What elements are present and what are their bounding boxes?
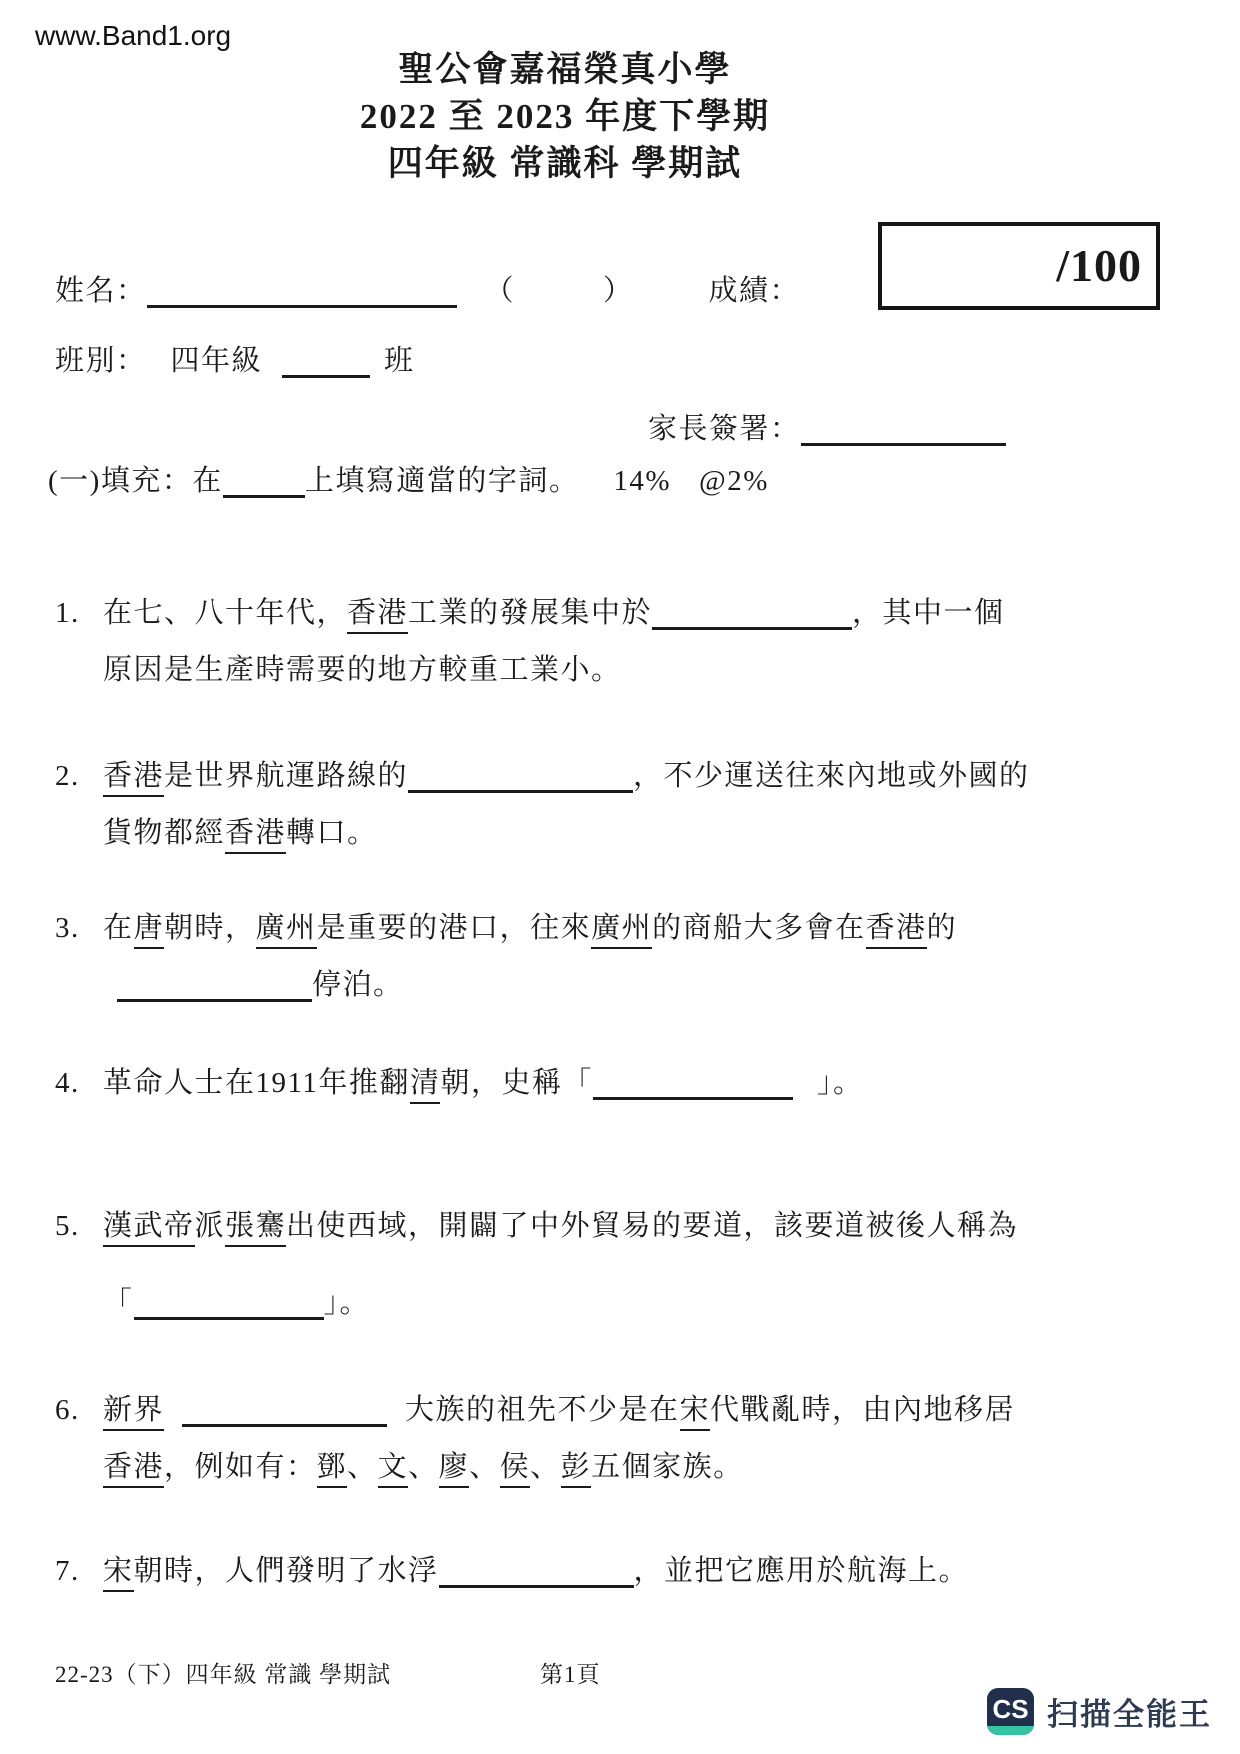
text-segment: 、 (530, 1451, 561, 1483)
text-segment: 班 (384, 345, 415, 377)
question-number: 7. (55, 1555, 80, 1587)
text-segment: 家長簽署： (648, 413, 801, 445)
text-segment: 四年級 (170, 345, 263, 377)
text-segment: 」。 (323, 1287, 371, 1319)
text-segment: 姓名： (55, 275, 147, 307)
question-text-line (103, 748, 1195, 805)
proper-noun-underlined: 香港 (347, 597, 408, 634)
question-text-line (103, 642, 1195, 699)
proper-noun-underlined: 文 (378, 1451, 409, 1488)
fill-in-blank (282, 345, 370, 378)
page-footer (55, 1658, 1185, 1692)
text-segment: 、 (408, 1451, 439, 1483)
proper-noun-underlined: 侯 (500, 1451, 531, 1488)
spacer (147, 369, 171, 370)
fill-in-blank (439, 1555, 634, 1588)
question-text-line (103, 1439, 1195, 1496)
proper-noun-underlined: 漢武帝 (103, 1210, 195, 1247)
grade-subject-exam: 四年級 常識科 學期試 (387, 144, 743, 183)
proper-noun-underlined: 香港 (103, 760, 164, 797)
text-segment: 朝時， (164, 912, 256, 944)
text-segment: 革命人士在1911年推翻 (103, 1067, 410, 1099)
spacer (387, 1418, 405, 1419)
text-segment: ，例如有： (164, 1451, 317, 1483)
proper-noun-underlined: 廣州 (256, 912, 317, 949)
fill-in-blank (182, 1394, 387, 1427)
score-box (878, 222, 1160, 310)
text-segment: 的 (926, 912, 958, 944)
camscanner-branding (987, 1688, 1212, 1735)
text-segment: 貨物都經 (103, 817, 226, 849)
question-3 (55, 900, 1195, 1014)
fill-in-blank (117, 969, 312, 1002)
text-segment: 的商船大多會在 (652, 912, 866, 944)
text-segment: 成績： (708, 275, 801, 307)
fill-in-blank (801, 413, 1006, 446)
fill-in-blank (147, 275, 457, 308)
question-text-line (103, 1382, 1195, 1439)
band1-watermark: www.Band1.org (35, 20, 232, 51)
question-1 (55, 585, 1195, 699)
question-text-line (103, 585, 1195, 642)
exam-title-block (0, 46, 1130, 187)
text-segment: 上填寫適當的字詞。 (304, 465, 580, 497)
text-segment: 班別： (55, 345, 147, 377)
question-number: 4. (55, 1067, 80, 1099)
question-number: 1. (55, 597, 80, 629)
question-number: 3. (55, 912, 80, 944)
question-number: 2. (55, 760, 80, 792)
proper-noun-underlined: 香港 (866, 912, 927, 949)
text-segment: 轉口。 (286, 817, 378, 849)
text-segment: 出使西域，開闢了中外貿易的要道，該要道被後人稱為 (286, 1210, 1019, 1242)
question-number: 5. (55, 1210, 80, 1242)
question-5 (55, 1198, 1195, 1332)
spacer (457, 299, 485, 300)
footer-exam-code: 22-23（下）四年級 常識 學期試 (55, 1662, 392, 1687)
parent-signature-row (648, 406, 1006, 452)
proper-noun-underlined: 張騫 (225, 1210, 286, 1247)
proper-noun-underlined: 香港 (225, 817, 286, 854)
text-segment: 是重要的港口，往來 (316, 912, 592, 944)
proper-noun-underlined: 唐 (134, 912, 165, 949)
proper-noun-underlined: 鄧 (317, 1451, 348, 1488)
school-year-term: 2022 至 2023 年度下學期 (359, 97, 771, 136)
question-text-line (103, 900, 1195, 957)
text-segment: 14% (613, 465, 672, 497)
fill-in-blank (134, 1287, 324, 1320)
question-7 (55, 1543, 1195, 1600)
text-segment: 停泊。 (312, 969, 404, 1001)
camscanner-icon-letters: CS (992, 1694, 1029, 1724)
spacer (515, 299, 603, 300)
text-segment: 是世界航運路線的 (164, 760, 409, 792)
text-segment: 在七、八十年代， (103, 597, 348, 629)
text-segment: 「 (103, 1287, 134, 1319)
spacer (370, 369, 384, 370)
text-segment: ，並把它應用於航海上。 (633, 1555, 970, 1587)
spacer (579, 489, 613, 490)
text-segment: 朝，史稱「 (440, 1067, 593, 1099)
spacer (634, 299, 709, 300)
text-segment: 、 (469, 1451, 500, 1483)
question-text-line (103, 805, 1195, 862)
text-segment: 」。 (816, 1067, 864, 1099)
text-segment: 、 (347, 1451, 378, 1483)
fill-in-blank (408, 760, 633, 793)
spacer (671, 489, 699, 490)
spacer (103, 993, 117, 994)
text-segment: 工業的發展集中於 (408, 597, 653, 629)
camscanner-icon (987, 1688, 1034, 1735)
question-text-line (103, 957, 1195, 1014)
spacer (164, 1418, 182, 1419)
text-segment: 朝時，人們發明了水浮 (133, 1555, 439, 1587)
spacer (793, 1091, 817, 1092)
proper-noun-underlined: 清 (410, 1067, 441, 1104)
proper-noun-underlined: 宋 (680, 1394, 711, 1431)
question-number: 6. (55, 1394, 80, 1426)
text-segment: 五個家族。 (591, 1451, 744, 1483)
text-segment: 大族的祖先不少是在 (405, 1394, 680, 1426)
text-segment: ，不少運送往來內地或外國的 (633, 760, 1030, 792)
text-segment: ，其中一個 (852, 597, 1005, 629)
proper-noun-underlined: 廖 (439, 1451, 470, 1488)
camscanner-label: 扫描全能王 (1047, 1697, 1212, 1732)
question-text-line (103, 1275, 1195, 1332)
proper-noun-underlined: 彭 (561, 1451, 592, 1488)
proper-noun-underlined: 香港 (103, 1451, 164, 1488)
proper-noun-underlined: 宋 (103, 1555, 134, 1592)
fill-in-blank (593, 1067, 793, 1100)
proper-noun-underlined: 廣州 (591, 912, 652, 949)
text-segment: 代戰亂時，由內地移居 (710, 1394, 1016, 1426)
text-segment: （ (484, 275, 516, 307)
text-segment: 在 (103, 912, 134, 944)
section-one-instruction (48, 458, 769, 504)
question-text-line (103, 1055, 1195, 1112)
question-text-line (103, 1198, 1195, 1255)
school-name: 聖公會嘉福榮真小學 (398, 50, 732, 89)
question-text-line (103, 1543, 1195, 1600)
fill-in-blank (652, 597, 852, 630)
fill-in-blank (223, 465, 305, 498)
question-6 (55, 1382, 1195, 1496)
question-2 (55, 748, 1195, 862)
spacer (262, 369, 282, 370)
text-segment: (一)填充：在 (48, 465, 223, 497)
name-row (55, 268, 800, 314)
question-4 (55, 1055, 1195, 1112)
text-segment: @2% (699, 465, 769, 497)
score-total-label: /100 (1056, 240, 1142, 291)
text-segment: ） (603, 275, 634, 307)
proper-noun-underlined: 新界 (103, 1394, 164, 1431)
text-segment: 派 (194, 1210, 226, 1242)
page-number: 第1頁 (540, 1662, 601, 1687)
class-row (55, 338, 415, 384)
text-segment: 原因是生產時需要的地方較重工業小。 (103, 654, 622, 686)
